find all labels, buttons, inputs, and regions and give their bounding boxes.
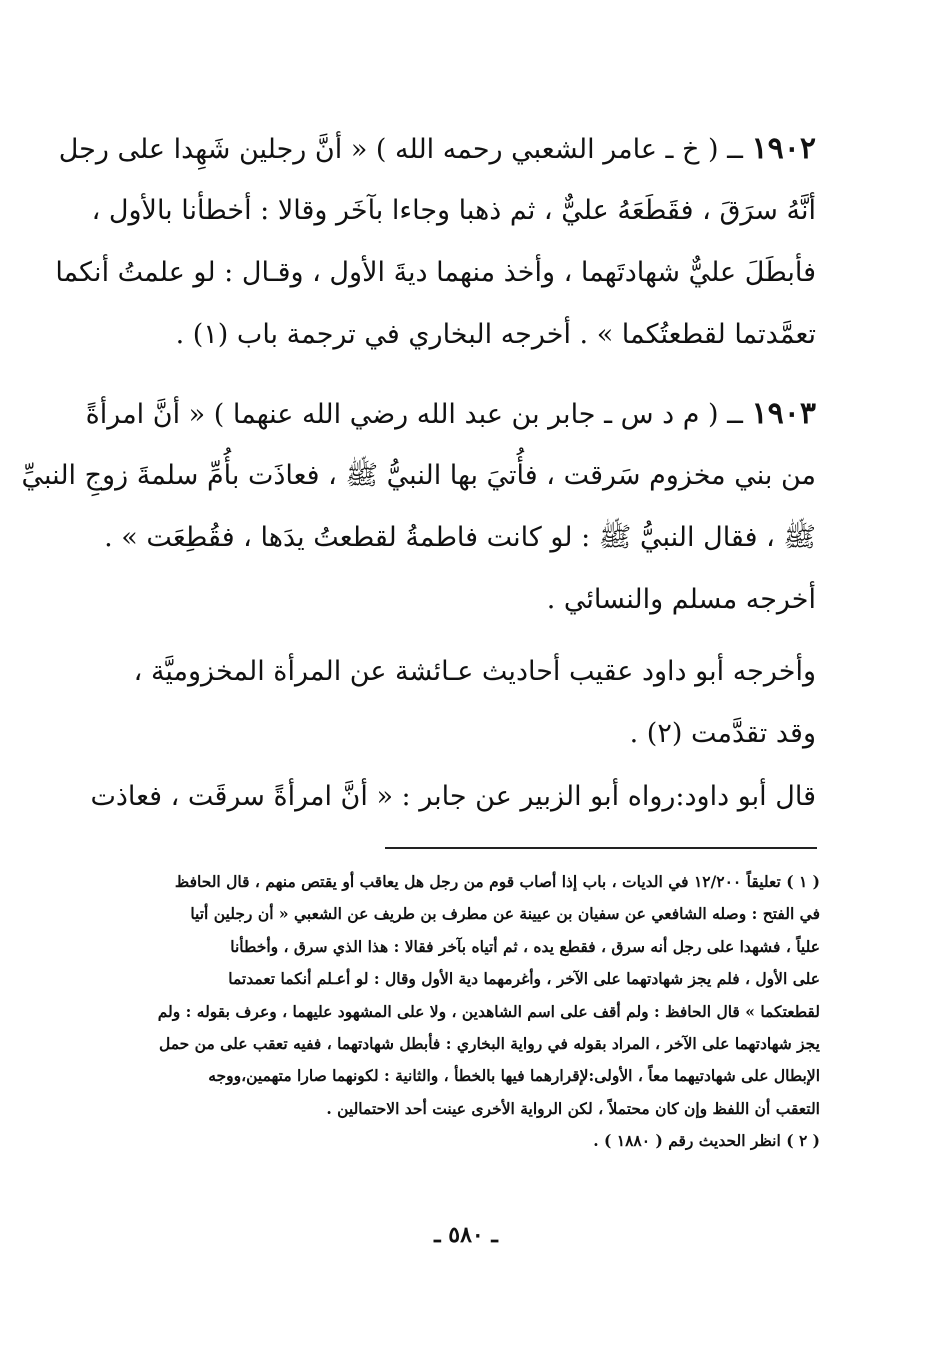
paragraph-abu-dawud-quote [90,780,816,842]
hadith-1903-line-4: أخرجه مسلم والنسائي . [546,584,816,615]
footnote-line: ( ١ ) تعليقاً ١٢/٢٠٠ في الديات ، باب إذا أصاب قوم من رجل هل يعاقب أو يقتص منهم ، قال الحافظ [174,872,820,891]
footnote-line: الإبطال على شهادتيهما معاً ، الأولى:لإقرارهما فيها بالخطأ ، والثانية : لكونهما صارا متهمين،ووجه [208,1066,820,1086]
footnote-line: على الأول ، فلم يجز شهادتهما على الآخر ، وأغرمهما دية الأول وقال : لو أعـلم أنكما تعمدتما [228,969,820,989]
paragraph-line-1: قال أبو داود:رواه أبو الزبير عن جابر : « أنَّ امرأةً سرقَت ، فعاذت [90,781,816,812]
footnotes [100,872,820,1164]
footnote-line: لقطعتكما » قال الحافظ : ولم أقف على اسم الشاهدين ، ولا على المشهود عليهما ، وعرف بقوله : ولم [157,1001,820,1021]
footnote-line: في الفتح : وصله الشافعي عن سفيان بن عيينة عن مطرف بن طريف عن الشعبي « أن رجلين أتيا [190,904,820,924]
paragraph-line-1: وأخرجه أبو داود عقيب أحاديث عـائشة عن المرأة المخزوميَّة ، [133,656,816,687]
hadith-number: ١٩٠٣ [751,396,816,431]
hadith-1902-line-3: فأبطَلَ عليٌّ شهادتَهما ، وأخذ منهما ديةَ الأول ، وقـال : لو علمتُ أنكما [55,257,816,288]
hadith-1902-line-4: تعمَّدتما لقطعتُكما » . أخرجه البخاري في ترجمة باب (١) . [175,319,816,350]
footnote-line: يجز شهادتهما على الآخر ، المراد بقوله في رواية البخاري : فأبطل شهادتهما ، ففيه تعقب على من حمل [158,1033,820,1053]
footnote-line: علياً ، فشهدا على رجل أنه سرق ، فقطع يده ، ثم أتياه بآخر فقالا : هذا الذي سرق ، وأخطأنا [230,936,820,956]
hadith-1903-line-2: من بني مخزوم سَرقت ، فأُتيَ بها النبيُّ ﷺ ، فعاذَت بأُمِّ سلمةَ زوجِ النبيِّ [21,460,816,491]
hadith-1903-line-3: ﷺ ، فقال النبيُّ ﷺ : لو كانت فاطمةُ لقطعتُ يدَها ، فقُطِعَت » . [104,522,816,553]
hadith-1902-line-2: أنَّهُ سرَقَ ، فقَطَعَهُ عليٌّ ، ثم ذهبا وجاءا بآخَر وقالا : أخطأنا بالأول ، [91,195,816,226]
hadith-1902-line-1: ١٩٠٢ ــ ( خ ـ عامر الشعبي رحمه الله ) « أنَّ رجلين شَهِدا على رجل [58,131,816,166]
paragraph-line-2: وقد تقدَّمت (٢) . [629,718,816,749]
footnote-line: التعقب أن اللفظ وإن كان محتملاً ، لكن الرواية الأخرى عينت أحد الاحتمالين . [326,1098,820,1118]
page-number: ـ ٥٨٠ ـ [434,1222,498,1248]
hadith-number: ١٩٠٢ [751,131,816,166]
footnote-separator [385,847,817,849]
paragraph-abu-dawud-note [96,655,816,779]
hadith-1902 [55,131,816,380]
hadith-1903-line-1: ١٩٠٣ ــ ( م د س ـ جابر بن عبد الله رضي الله عنهما ) « أنَّ امرأةً [85,396,816,431]
footnote-line: ( ٢ ) انظر الحديث رقم ( ١٨٨٠ ) . [593,1131,820,1151]
hadith-1903 [21,396,816,645]
